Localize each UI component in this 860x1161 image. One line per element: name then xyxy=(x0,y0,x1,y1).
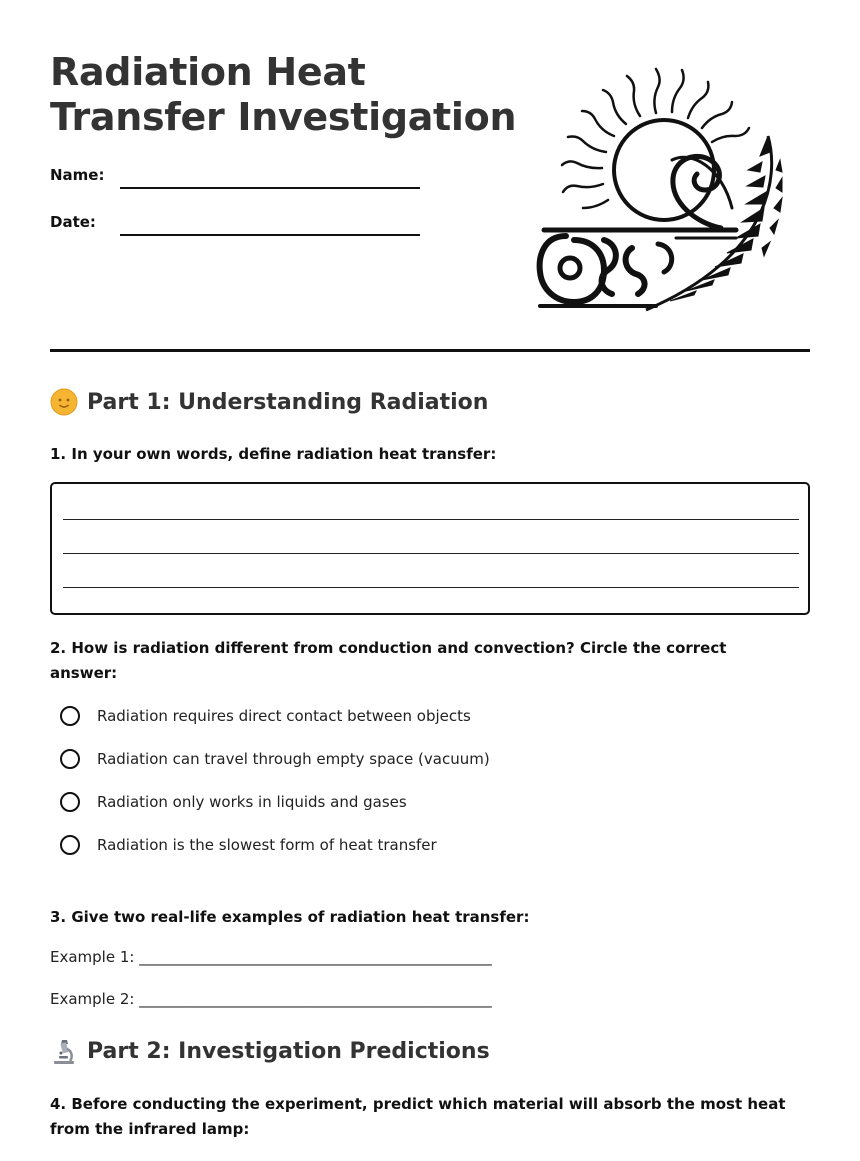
part1-heading xyxy=(50,388,488,416)
question-3: 3. Give two real-life examples of radiation heat transfer: xyxy=(50,908,530,926)
sun-face-icon xyxy=(50,388,78,416)
option-label: Radiation can travel through empty space (vacuum) xyxy=(97,750,490,768)
radio-circle-icon[interactable] xyxy=(60,835,80,855)
date-label: Date: xyxy=(50,213,96,231)
radio-circle-icon[interactable] xyxy=(60,792,80,812)
option-item[interactable] xyxy=(60,704,471,728)
option-label: Radiation requires direct contact between objects xyxy=(97,707,471,725)
radio-circle-icon[interactable] xyxy=(60,706,80,726)
part1-title: Part 1: Understanding Radiation xyxy=(87,389,489,415)
option-label: Radiation only works in liquids and gases xyxy=(97,793,407,811)
option-item[interactable] xyxy=(60,833,437,857)
question-4: 4. Before conducting the experiment, predict which material will absorb the most heat from the infrared lamp: xyxy=(50,1095,786,1138)
option-label: Radiation is the slowest form of heat transfer xyxy=(97,836,437,854)
part2-title: Part 2: Investigation Predictions xyxy=(87,1038,490,1064)
option-item[interactable] xyxy=(60,747,490,771)
radio-circle-icon[interactable] xyxy=(60,749,80,769)
part2-heading xyxy=(50,1037,490,1065)
header-divider xyxy=(50,349,810,352)
answer-line xyxy=(63,519,799,520)
page-title: Radiation Heat Transfer Investigation xyxy=(50,50,517,139)
microscope-icon xyxy=(50,1037,78,1065)
example-2-field[interactable]: Example 2: _______________________________________________ xyxy=(50,990,492,1008)
option-item[interactable] xyxy=(60,790,407,814)
name-label: Name: xyxy=(50,166,105,184)
sun-fern-logo-icon xyxy=(536,58,786,320)
answer-line xyxy=(63,587,799,588)
example-1-field[interactable]: Example 1: _______________________________________________ xyxy=(50,948,492,966)
question-2: 2. How is radiation different from conduction and convection? Circle the correct answer: xyxy=(50,639,727,682)
name-field[interactable] xyxy=(120,187,420,189)
answer-box-q1[interactable] xyxy=(50,482,810,615)
question-1: 1. In your own words, define radiation heat transfer: xyxy=(50,445,497,463)
date-field[interactable] xyxy=(120,234,420,236)
answer-line xyxy=(63,553,799,554)
